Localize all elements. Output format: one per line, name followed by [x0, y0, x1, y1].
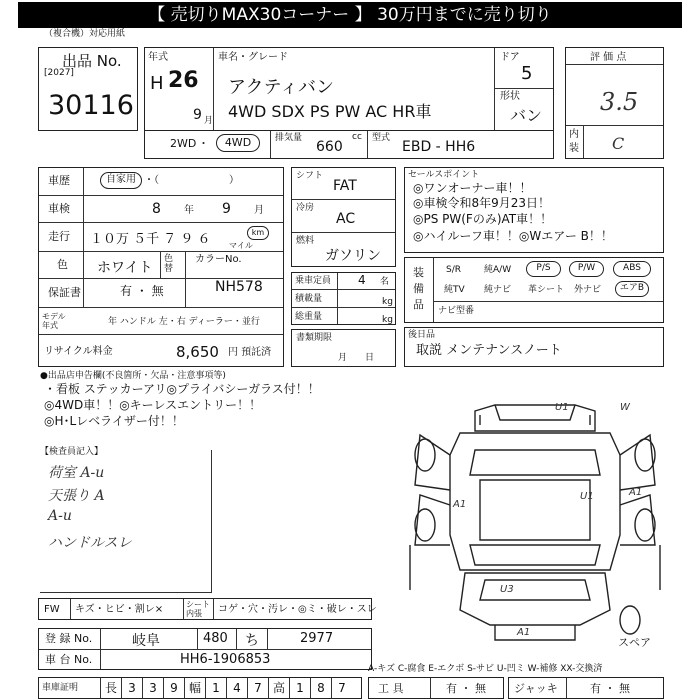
after-sale-label: 後日品 [408, 330, 436, 340]
load-label: 積載量 [295, 294, 323, 304]
insp-year-unit: 年 [184, 205, 194, 216]
chassis-label: 車 台 No. [45, 653, 93, 666]
inspector-note-3: A-u [48, 508, 72, 524]
cert-cell: 4 [226, 678, 247, 698]
equip-aw: 純A/W [484, 265, 512, 275]
mileage-unit-mile: マイル [229, 241, 253, 250]
cert-cell: 1 [289, 678, 310, 698]
mileage-label: 走行 [48, 230, 70, 243]
cert-cell: 8 [310, 678, 331, 698]
sales-point-1: ◎ワンオーナー車！！ [413, 181, 532, 195]
plate-label: 登 録 No. [45, 632, 93, 645]
sales-points-label: セールスポイント [408, 170, 480, 180]
warranty-label: 保証書 [48, 286, 81, 299]
history-other: ・（ ） [144, 175, 239, 186]
equipment-label-2: 備 [413, 282, 424, 295]
recycle-label: リサイクル料金 [44, 346, 113, 357]
lot-number: 30116 [48, 90, 134, 121]
history-value: 自家用 [100, 172, 142, 189]
inspector-note-4: ハンドルスレ [48, 535, 132, 551]
seat-label: シート内張 [186, 600, 210, 618]
seat-text: コゲ・穴・汚レ・◎ミ・破レ・スレ [218, 604, 377, 615]
capacity: 4 [358, 273, 366, 287]
plate-kana: ち [245, 633, 259, 649]
capacity-unit: 名 [380, 277, 390, 287]
inspector-label: 【検査員記入】 [40, 447, 104, 457]
mileage-unit-km: km [247, 226, 269, 240]
cert-cell: 幅 [184, 678, 205, 698]
mark-a1-rear: A1 [517, 627, 531, 638]
cert-cell: 1 [205, 678, 226, 698]
ac-label: 冷房 [296, 203, 315, 213]
color-label: 色 [57, 258, 68, 271]
plate-area: 岐阜 [132, 633, 160, 649]
load-unit: kg [382, 297, 393, 307]
history-label: 車歴 [48, 174, 70, 187]
door-label: ドア [500, 52, 520, 63]
year: 26 [168, 68, 199, 93]
grade: 4WD SDX PS PW AC HR車 [228, 102, 432, 121]
equip-abs: ABS [613, 261, 651, 277]
equip-leather: 革シート [528, 285, 565, 295]
insp-month-unit: 月 [254, 205, 264, 216]
equip-navi: 純ナビ [484, 285, 512, 295]
colorno: NH578 [215, 279, 263, 295]
chassis: HH6-1906853 [180, 652, 271, 667]
inspection-label: 車検 [48, 202, 70, 215]
month: 9 [193, 107, 202, 123]
model-year-label: モデル年式 [42, 312, 66, 330]
shop-note-2: ◎4WD車！！◎キーレスエントリー！！ [44, 398, 262, 412]
shop-note-1: ・看板 ステッカーアリ◎プライバシーガラス付！！ [44, 382, 320, 396]
ac: AC [336, 211, 356, 227]
era: H [150, 73, 164, 94]
fw-text: キズ・ヒビ・割レ× [75, 604, 164, 615]
model-name: アクティバン [228, 77, 335, 98]
jack-value: 有 ・ 無 [590, 682, 630, 695]
color: ホワイト [97, 260, 153, 276]
inspector-note-2: 天張り A [48, 488, 105, 504]
sales-point-4: ◎ハイルーフ車！！◎Wエアー B！！ [413, 229, 613, 243]
cert-cell: 3 [142, 678, 163, 698]
cert-cells [100, 678, 352, 698]
cert-cell: 9 [163, 678, 184, 698]
model-year-row: 年 ハンドル 左・右 ディーラー・並行 [108, 317, 260, 327]
after-sale-value: 取説 メンテナンスノート [416, 343, 562, 358]
colorno-label: カラーNo. [195, 254, 242, 265]
mark-a1-left: A1 [453, 499, 467, 510]
interior-label-1: 内 [569, 129, 579, 140]
shape-label: 形状 [500, 91, 520, 102]
cert-label: 車庫証明 [42, 683, 79, 693]
shop-notes-label: ●出品店申告欄(不良箇所・欠品・注意事項等) [40, 371, 226, 381]
recycle-unit: 円 預託済 [228, 347, 272, 358]
jack-label: ジャッキ [514, 682, 558, 695]
mark-u3: U3 [500, 584, 514, 595]
car-damage-diagram [405, 395, 667, 653]
drive-4wd: 4WD [216, 134, 260, 152]
lot-label: 出品 No. [62, 52, 122, 70]
equip-pw: P/W [569, 261, 604, 277]
color-change: 色替 [164, 254, 174, 274]
shop-note-3: ◎H･Lレベライザー付！！ [44, 414, 184, 428]
shift: FAT [333, 178, 357, 194]
score-label: 評 価 点 [590, 52, 627, 63]
mark-u1-right: U1 [580, 491, 594, 502]
interior: C [612, 134, 625, 153]
fw-label: FW [44, 604, 60, 615]
mark-a1-top: A1 [629, 487, 643, 498]
doors: 5 [521, 63, 533, 84]
equipment-label-1: 装 [413, 266, 424, 279]
inspector-note-1: 荷室 A-u [48, 465, 105, 481]
displacement: 660 [316, 139, 343, 155]
equip-ext-navi: 外ナビ [574, 285, 602, 295]
cert-cell: 高 [268, 678, 289, 698]
banner-text: 【 売切りMAX30コーナー 】 30万円までに売り切り [148, 5, 552, 25]
fuel: ガソリン [325, 248, 381, 264]
shape: バン [510, 106, 543, 125]
docs-label: 書類期限 [296, 333, 333, 343]
recycle: 8,650 [176, 343, 219, 361]
year-label: 年式 [148, 52, 168, 63]
equipment-label-3: 品 [413, 298, 424, 311]
disp-unit: cc [352, 132, 362, 142]
capacity-label: 乗車定員 [295, 276, 332, 286]
docs-unit: 月 日 [338, 353, 375, 363]
cert-cell: 7 [331, 678, 352, 698]
model-label: 車名・グレード [218, 52, 288, 63]
gross-label: 総重量 [295, 312, 323, 322]
cert-cell: 3 [121, 678, 142, 698]
tools-value: 有 ・ 無 [446, 682, 486, 695]
type-label: 型式 [372, 133, 391, 143]
interior-label-2: 装 [569, 143, 579, 154]
navi-label: ナビ型番 [438, 306, 475, 316]
lot-tag: [2027] [44, 68, 74, 78]
month-unit: 月 [204, 116, 214, 126]
detail-box [38, 167, 284, 367]
mark-w: W [620, 402, 630, 413]
drive-2wd: 2WD [170, 137, 197, 150]
plate-class: 480 [203, 631, 228, 646]
insp-year: 8 [152, 201, 161, 217]
disp-label: 排気量 [275, 133, 303, 143]
equip-airbag: エアB [615, 281, 649, 297]
tools-label: 工 具 [378, 682, 404, 695]
shift-label: シフト [296, 171, 324, 181]
type: EBD - HH6 [402, 139, 476, 155]
plate-number: 2977 [300, 631, 334, 646]
form-type: （複合機）対応用紙 [44, 29, 126, 39]
mileage: １０万 ５千 ７ ９ ６ [90, 232, 211, 247]
equip-tv: 純TV [444, 285, 465, 295]
mark-u1-top: U1 [555, 402, 569, 413]
score: 3.5 [600, 88, 639, 116]
title-banner [18, 2, 682, 28]
sales-point-2: ◎車検令和8年9月23日！ [413, 196, 551, 210]
damage-legend: A-キズ C-腐食 E-エクボ S-サビ U-凹ミ W-補修 XX-交換済 [368, 664, 603, 674]
cert-cell: 長 [100, 678, 121, 698]
insp-month: 9 [222, 201, 231, 217]
spare-label: スペア [618, 636, 651, 649]
gross-unit: kg [382, 315, 393, 325]
cert-cell: 7 [247, 678, 268, 698]
equip-sr: S/R [446, 265, 461, 275]
equip-ps: P/S [526, 261, 561, 277]
fuel-label: 燃料 [296, 236, 315, 246]
warranty: 有 ・ 無 [120, 284, 164, 298]
sales-point-3: ◎PS PW(Fのみ)AT車！！ [413, 212, 553, 226]
